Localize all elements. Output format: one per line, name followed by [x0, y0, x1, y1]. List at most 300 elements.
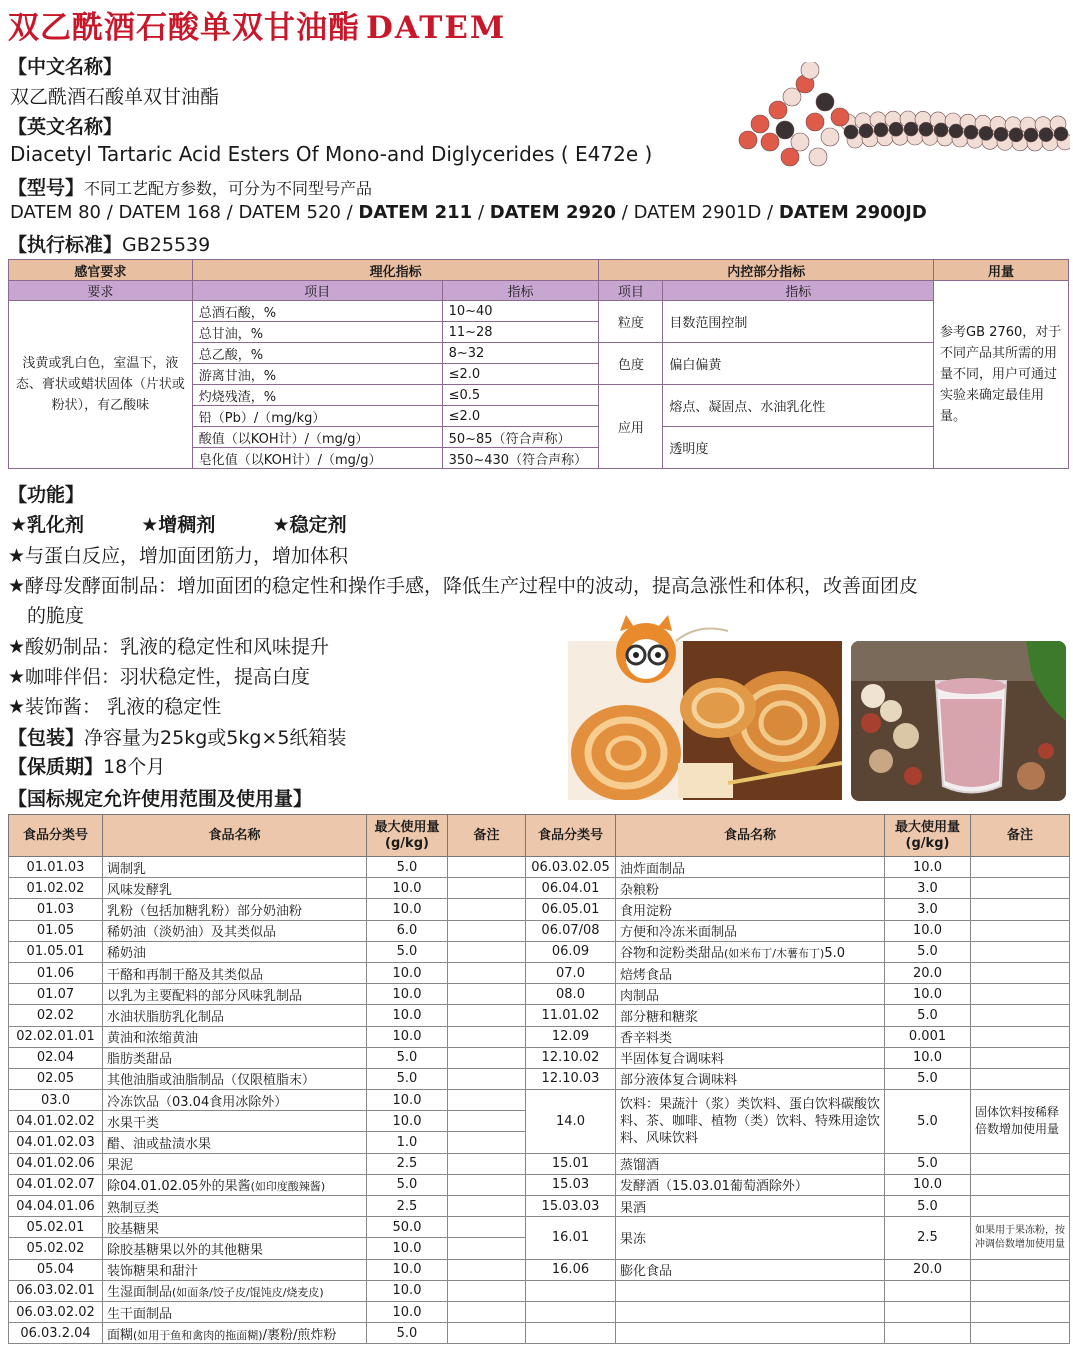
food-code: 06.05.01 — [526, 899, 616, 920]
shelf-row — [8, 752, 165, 779]
usage-table — [8, 814, 1070, 1344]
max-usage: 10.0 — [367, 1280, 448, 1301]
food-name: 饮料：果蔬汁（浆）类饮料、蛋白饮料碳酸饮料、茶、咖啡、植物（类）饮料、特殊用途饮料、风味饮料 — [616, 1090, 885, 1154]
note — [448, 1174, 526, 1195]
atom — [781, 148, 799, 166]
food-name: 生湿面制品(如面条/饺子皮/馄饨皮/烧麦皮) — [103, 1280, 367, 1301]
food-name: 黄油和浓缩黄油 — [103, 1026, 367, 1047]
package-row — [8, 723, 346, 750]
cn-name-label: 【中文名称】 — [8, 56, 123, 78]
note — [448, 941, 526, 962]
table-row — [9, 1280, 1070, 1301]
table-row — [9, 1026, 1070, 1047]
max-usage — [885, 1280, 971, 1301]
table-row — [9, 941, 1070, 962]
model-item: DATEM 520 — [238, 202, 341, 223]
max-usage: 1.0 — [367, 1132, 448, 1153]
food-name: 焙烤食品 — [616, 962, 885, 983]
food-name: 干酪和再制干酪及其类似品 — [103, 962, 367, 983]
food-name: 油炸面制品 — [616, 857, 885, 878]
max-usage: 5.0 — [885, 1090, 971, 1154]
spec-h-sensory: 感官要求 — [9, 260, 193, 281]
food-code: 04.04.01.06 — [9, 1196, 103, 1217]
table-row — [9, 920, 1070, 941]
food-name: 除04.01.02.05外的果酱(如印度酸辣酱) — [103, 1174, 367, 1195]
max-usage: 20.0 — [885, 1259, 971, 1280]
food-name: 蒸馏酒 — [616, 1153, 885, 1174]
food-name: 冷冻饮品（03.04食用冰除外） — [103, 1090, 367, 1111]
max-usage: 2.5 — [367, 1196, 448, 1217]
note — [448, 962, 526, 983]
food-name: 乳粉（包括加糖乳粉）部分奶油粉 — [103, 899, 367, 920]
model-item: DATEM 2901D — [633, 202, 762, 223]
food-name: 脂肪类甜品 — [103, 1047, 367, 1068]
atom — [739, 131, 757, 149]
shelf-label: 【保质期】 — [8, 756, 104, 778]
food-name: 除胶基糖果以外的其他糖果 — [103, 1238, 367, 1259]
atom — [806, 113, 824, 131]
food-name: 果酒 — [616, 1196, 885, 1217]
max-usage: 3.0 — [885, 878, 971, 899]
note — [448, 1196, 526, 1217]
note — [971, 1174, 1070, 1195]
food-name: 稀奶油 — [103, 941, 367, 962]
note — [448, 1301, 526, 1322]
spec-pc-value: ≤2.0 — [442, 406, 599, 427]
food-code: 16.01 — [526, 1217, 616, 1259]
spec-pc-value: 10~40 — [442, 301, 599, 322]
table-row — [9, 984, 1070, 1005]
note — [448, 1153, 526, 1174]
spec-h-physchem: 理化指标 — [192, 260, 599, 281]
spec-int-value: 透明度 — [663, 427, 934, 469]
food-name: 熟制豆类 — [103, 1196, 367, 1217]
spec-h2-item2: 项目 — [599, 281, 663, 301]
atom — [1009, 128, 1023, 142]
food-code: 07.0 — [526, 962, 616, 983]
function-item: ★咖啡伴侣：羽状稳定性，提高白度 — [8, 666, 311, 688]
table-row — [9, 1174, 1070, 1195]
food-code: 15.03 — [526, 1174, 616, 1195]
package-text: 净容量为25kg或5kg×5纸箱装 — [84, 727, 347, 749]
atom — [783, 88, 801, 106]
table-row — [9, 899, 1070, 920]
food-code: 01.06 — [9, 962, 103, 983]
spec-sensory: 浅黄或乳白色，室温下，液态、膏状或蜡状固体（片状或粉状），有乙酸味 — [9, 301, 193, 469]
max-usage: 10.0 — [367, 1259, 448, 1280]
atom — [831, 108, 849, 126]
food-name: 面糊(如用于鱼和禽肉的拖面糊)/裹粉/煎炸粉 — [103, 1323, 367, 1344]
max-usage: 10.0 — [367, 1238, 448, 1259]
model-item: DATEM 2900JD — [778, 202, 927, 223]
model-label: 【型号】 — [8, 177, 85, 199]
max-usage: 5.0 — [367, 1174, 448, 1195]
model-row — [8, 173, 372, 200]
note — [971, 1323, 1070, 1344]
gb-label: 【国标规定允许使用范围及使用量】 — [8, 788, 313, 810]
en-name-label: 【英文名称】 — [8, 116, 123, 138]
note — [448, 1132, 526, 1153]
food-code: 06.04.01 — [526, 878, 616, 899]
note — [448, 920, 526, 941]
atom — [874, 123, 888, 137]
atom — [1054, 127, 1068, 141]
table-row — [9, 1047, 1070, 1068]
food-code: 01.05.01 — [9, 941, 103, 962]
food-name: 胶基糖果 — [103, 1217, 367, 1238]
food-code: 01.01.03 — [9, 857, 103, 878]
table-row — [9, 1005, 1070, 1026]
max-usage: 10.0 — [367, 899, 448, 920]
max-usage: 10.0 — [367, 1301, 448, 1322]
note — [971, 962, 1070, 983]
function-label: 【功能】 — [8, 484, 85, 506]
food-code: 14.0 — [526, 1090, 616, 1154]
table-row — [9, 1301, 1070, 1322]
atom — [859, 124, 873, 138]
function-item: ★酸奶制品：乳液的稳定性和风味提升 — [8, 636, 330, 658]
note — [448, 984, 526, 1005]
spec-usage: 参考GB 2760，对于不同产品其所需的用量不同，用户可通过实验来确定最佳用量。 — [934, 281, 1069, 469]
food-code: 16.06 — [526, 1259, 616, 1280]
max-usage: 10.0 — [885, 1047, 971, 1068]
note — [448, 899, 526, 920]
food-code: 03.0 — [9, 1090, 103, 1111]
food-name: 谷物和淀粉类甜品(如米布丁/木薯布丁)5.0 — [616, 941, 885, 962]
usage-h-code: 食品分类号 — [526, 815, 616, 857]
model-item: DATEM 211 — [358, 202, 473, 223]
spec-pc-item: 皂化值（以KOH计）/（mg/g） — [192, 448, 442, 469]
food-name: 发酵酒（15.03.01葡萄酒除外） — [616, 1174, 885, 1195]
note — [971, 1047, 1070, 1068]
max-usage — [885, 1323, 971, 1344]
food-code: 11.01.02 — [526, 1005, 616, 1026]
max-usage: 10.0 — [885, 984, 971, 1005]
food-name: 其他油脂或油脂制品（仅限植脂末） — [103, 1068, 367, 1089]
molecule-illustration — [730, 62, 1070, 182]
note — [448, 878, 526, 899]
table-row — [9, 1153, 1070, 1174]
spec-pc-value: ≤0.5 — [442, 385, 599, 406]
spec-h-internal: 内控部分指标 — [599, 260, 934, 281]
note — [448, 1090, 526, 1111]
atom — [904, 122, 918, 136]
spec-pc-value: 350~430（符合声称） — [442, 448, 599, 469]
note: 固体饮料按稀释倍数增加使用量 — [971, 1090, 1070, 1154]
atom — [801, 62, 819, 79]
function-tags — [10, 510, 347, 537]
food-code: 12.09 — [526, 1026, 616, 1047]
food-code: 01.02.02 — [9, 878, 103, 899]
spec-pc-item: 总乙酸，% — [192, 343, 442, 364]
note — [448, 1068, 526, 1089]
food-name: 以乳为主要配料的部分风味乳制品 — [103, 984, 367, 1005]
note — [971, 1153, 1070, 1174]
max-usage: 10.0 — [885, 857, 971, 878]
usage-h-max: 最大使用量 (g/kg) — [885, 815, 971, 857]
food-code: 02.05 — [9, 1068, 103, 1089]
standard-value: GB25539 — [122, 234, 211, 256]
max-usage: 0.001 — [885, 1026, 971, 1047]
note — [971, 1068, 1070, 1089]
function-tag: ★乳化剂 — [10, 514, 85, 536]
food-code: 01.05 — [9, 920, 103, 941]
food-code: 06.09 — [526, 941, 616, 962]
max-usage: 5.0 — [367, 857, 448, 878]
food-name: 膨化食品 — [616, 1259, 885, 1280]
spec-int-item: 应用 — [599, 385, 663, 469]
max-usage: 10.0 — [885, 920, 971, 941]
note — [448, 1323, 526, 1344]
function-item: ★与蛋白反应，增加面团筋力，增加体积 — [8, 545, 349, 567]
note — [448, 1026, 526, 1047]
note — [448, 1259, 526, 1280]
max-usage: 10.0 — [367, 1005, 448, 1026]
food-code: 06.07/08 — [526, 920, 616, 941]
note — [971, 984, 1070, 1005]
note — [971, 1280, 1070, 1301]
food-code — [526, 1323, 616, 1344]
food-name — [616, 1323, 885, 1344]
model-note: 不同工艺配方参数，可分为不同型号产品 — [84, 179, 373, 198]
atom — [821, 128, 839, 146]
atom — [994, 127, 1008, 141]
spec-h2-item: 项目 — [192, 281, 442, 301]
max-usage: 10.0 — [367, 1026, 448, 1047]
max-usage: 10.0 — [367, 1111, 448, 1132]
usage-h-note: 备注 — [971, 815, 1070, 857]
usage-h-name: 食品名称 — [103, 815, 367, 857]
note — [971, 1026, 1070, 1047]
food-name: 果冻 — [616, 1217, 885, 1259]
spec-int-item: 粒度 — [599, 301, 663, 343]
food-name: 方便和冷冻米面制品 — [616, 920, 885, 941]
max-usage: 10.0 — [367, 984, 448, 1005]
note: 如果用于果冻粉，按冲调倍数增加使用量 — [971, 1217, 1070, 1259]
max-usage: 10.0 — [367, 878, 448, 899]
en-name: Diacetyl Tartaric Acid Esters Of Mono-and Diglycerides ( E472e ) — [10, 142, 653, 166]
food-name: 生干面制品 — [103, 1301, 367, 1322]
table-row — [9, 962, 1070, 983]
note — [448, 1005, 526, 1026]
note — [448, 1280, 526, 1301]
model-list: DATEM 80 / DATEM 168 / DATEM 520 / DATEM 211 / DATEM 2920 / DATEM 2901D / DATEM 2900JD — [10, 202, 927, 223]
max-usage: 5.0 — [367, 1323, 448, 1344]
food-code: 04.01.02.02 — [9, 1111, 103, 1132]
spec-h2-req: 要求 — [9, 281, 193, 301]
food-code: 02.04 — [9, 1047, 103, 1068]
usage-h-max: 最大使用量 (g/kg) — [367, 815, 448, 857]
spec-h2-index2: 指标 — [663, 281, 934, 301]
max-usage: 5.0 — [367, 1068, 448, 1089]
note — [448, 1111, 526, 1132]
table-row — [9, 878, 1070, 899]
note — [971, 1259, 1070, 1280]
model-item: DATEM 168 — [118, 202, 221, 223]
spec-int-item: 色度 — [599, 343, 663, 385]
milk-drink-photo — [851, 641, 1066, 801]
food-code: 06.03.02.05 — [526, 857, 616, 878]
cn-name: 双乙酰酒石酸单双甘油酯 — [10, 86, 220, 108]
food-code: 15.01 — [526, 1153, 616, 1174]
atom — [1039, 128, 1053, 142]
note — [971, 878, 1070, 899]
food-name: 风味发酵乳 — [103, 878, 367, 899]
max-usage: 2.5 — [885, 1217, 971, 1259]
food-code: 01.07 — [9, 984, 103, 1005]
title-cn: 双乙酰酒石酸单双甘油酯 — [8, 10, 360, 46]
food-code: 12.10.02 — [526, 1047, 616, 1068]
spec-pc-item: 总甘油，% — [192, 322, 442, 343]
food-name: 部分液体复合调味料 — [616, 1068, 885, 1089]
note — [448, 857, 526, 878]
usage-h-note: 备注 — [448, 815, 526, 857]
function-item: ★酵母发酵面制品：增加面团的稳定性和操作手感，降低生产过程中的波动，提高急涨性和体积，改善面团皮 — [8, 575, 919, 597]
food-code: 02.02 — [9, 1005, 103, 1026]
food-name: 肉制品 — [616, 984, 885, 1005]
max-usage: 10.0 — [367, 962, 448, 983]
standard-row — [8, 230, 210, 257]
food-code: 04.01.02.07 — [9, 1174, 103, 1195]
function-tag: ★稳定剂 — [272, 514, 347, 536]
max-usage: 5.0 — [367, 941, 448, 962]
food-name: 香辛料类 — [616, 1026, 885, 1047]
spec-pc-value: 50~85（符合声称） — [442, 427, 599, 448]
food-code — [526, 1280, 616, 1301]
atom — [809, 148, 827, 166]
atom — [919, 122, 933, 136]
food-name — [616, 1301, 885, 1322]
usage-h-name: 食品名称 — [616, 815, 885, 857]
food-name: 果泥 — [103, 1153, 367, 1174]
package-label: 【包装】 — [8, 727, 85, 749]
max-usage: 5.0 — [885, 1005, 971, 1026]
food-name: 杂粮粉 — [616, 878, 885, 899]
food-name: 装饰糖果和甜汁 — [103, 1259, 367, 1280]
table-row — [9, 1196, 1070, 1217]
title-en: DATEM — [366, 10, 507, 46]
food-code: 05.02.01 — [9, 1217, 103, 1238]
atom — [889, 122, 903, 136]
food-name: 水油状脂肪乳化制品 — [103, 1005, 367, 1026]
spec-int-value: 目数范围控制 — [663, 301, 934, 343]
atom — [761, 133, 779, 151]
note — [448, 1217, 526, 1238]
food-code: 02.02.01.01 — [9, 1026, 103, 1047]
note — [448, 1238, 526, 1259]
max-usage — [885, 1301, 971, 1322]
max-usage: 5.0 — [885, 1068, 971, 1089]
atom — [769, 101, 787, 119]
shelf-text: 18个月 — [103, 756, 166, 778]
model-item: DATEM 2920 — [489, 202, 617, 223]
spec-table — [8, 259, 1069, 469]
max-usage: 6.0 — [367, 920, 448, 941]
function-item: ★装饰酱： 乳液的稳定性 — [8, 696, 222, 718]
max-usage: 5.0 — [885, 941, 971, 962]
food-name: 食用淀粉 — [616, 899, 885, 920]
food-name — [616, 1280, 885, 1301]
food-code: 04.01.02.03 — [9, 1132, 103, 1153]
food-code: 06.03.02.02 — [9, 1301, 103, 1322]
food-code: 05.02.02 — [9, 1238, 103, 1259]
function-tag: ★增稠剂 — [141, 514, 216, 536]
note — [971, 857, 1070, 878]
max-usage: 10.0 — [885, 1174, 971, 1195]
spec-pc-item: 总酒石酸，% — [192, 301, 442, 322]
note — [971, 1005, 1070, 1026]
spec-pc-item: 铅（Pb）/（mg/kg） — [192, 406, 442, 427]
spec-h2-index: 指标 — [442, 281, 599, 301]
atom — [844, 125, 858, 139]
note — [971, 941, 1070, 962]
page-title — [8, 2, 506, 47]
max-usage: 5.0 — [885, 1153, 971, 1174]
atom — [816, 93, 834, 111]
food-code: 05.04 — [9, 1259, 103, 1280]
max-usage: 5.0 — [367, 1047, 448, 1068]
spec-int-value: 偏白偏黄 — [663, 343, 934, 385]
food-name: 调制乳 — [103, 857, 367, 878]
standard-label: 【执行标准】 — [8, 234, 123, 256]
spec-pc-item: 灼烧残渣，% — [192, 385, 442, 406]
spec-pc-item: 游离甘油，% — [192, 364, 442, 385]
note — [971, 920, 1070, 941]
food-code: 12.10.03 — [526, 1068, 616, 1089]
max-usage: 2.5 — [367, 1153, 448, 1174]
food-code: 04.01.02.06 — [9, 1153, 103, 1174]
food-code: 15.03.03 — [526, 1196, 616, 1217]
max-usage: 20.0 — [885, 962, 971, 983]
table-row — [9, 1259, 1070, 1280]
spec-h-usage: 用量 — [934, 260, 1069, 281]
note — [971, 1301, 1070, 1322]
food-code: 01.03 — [9, 899, 103, 920]
food-name: 醋、油或盐渍水果 — [103, 1132, 367, 1153]
spec-pc-value: 8~32 — [442, 343, 599, 364]
spec-pc-item: 酸值（以KOH计）/（mg/g） — [192, 427, 442, 448]
table-row — [9, 1323, 1070, 1344]
note — [971, 1196, 1070, 1217]
model-item: DATEM 80 — [10, 202, 101, 223]
table-row — [9, 857, 1070, 878]
atom — [791, 133, 809, 151]
food-code: 06.03.02.01 — [9, 1280, 103, 1301]
atom — [751, 115, 769, 133]
spec-pc-value: 11~28 — [442, 322, 599, 343]
atom — [776, 121, 794, 139]
food-name: 半固体复合调味料 — [616, 1047, 885, 1068]
atom — [1024, 128, 1038, 142]
food-name: 稀奶油（淡奶油）及其类似品 — [103, 920, 367, 941]
food-name: 部分糖和糖浆 — [616, 1005, 885, 1026]
usage-h-code: 食品分类号 — [9, 815, 103, 857]
max-usage: 50.0 — [367, 1217, 448, 1238]
spec-pc-value: ≤2.0 — [442, 364, 599, 385]
food-name: 水果干类 — [103, 1111, 367, 1132]
function-item: 的脆度 — [27, 605, 85, 627]
table-row — [9, 1090, 1070, 1111]
food-code — [526, 1301, 616, 1322]
max-usage: 10.0 — [367, 1090, 448, 1111]
max-usage: 3.0 — [885, 899, 971, 920]
note — [448, 1047, 526, 1068]
food-code: 08.0 — [526, 984, 616, 1005]
bread-photo — [568, 613, 842, 800]
max-usage: 5.0 — [885, 1196, 971, 1217]
spec-int-value: 熔点、凝固点、水油乳化性 — [663, 385, 934, 427]
table-row — [9, 1068, 1070, 1089]
